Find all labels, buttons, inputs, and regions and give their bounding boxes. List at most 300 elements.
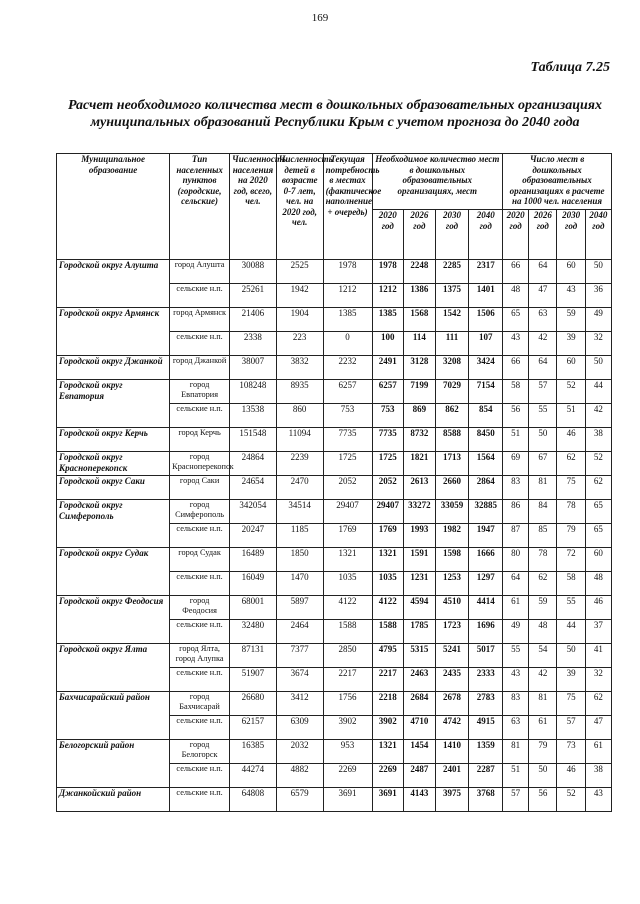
children-2020: 2032	[276, 740, 323, 764]
needed-places-value: 7154	[469, 380, 503, 404]
needed-places-value: 1821	[404, 452, 436, 476]
places-per-1000-value: 79	[529, 740, 557, 764]
document-title: Расчет необходимого количества мест в дошкольных образовательных организациях муниципальных образований Республики Крым с учетом прогноза до 2040 года	[67, 98, 602, 130]
population-2020: 342054	[230, 500, 277, 524]
header-needed-places: Необходимое количество мест в дошкольных образовательных организациях, мест	[372, 154, 503, 210]
places-per-1000-value: 60	[557, 356, 585, 380]
current-need: 29407	[323, 500, 372, 524]
places-per-1000-value: 41	[585, 644, 611, 668]
places-per-1000-value: 63	[503, 716, 529, 740]
needed-places-value: 7199	[404, 380, 436, 404]
needed-places-value: 1297	[469, 572, 503, 596]
places-per-1000-value: 52	[557, 788, 585, 812]
places-per-1000-value: 81	[529, 476, 557, 500]
population-2020: 16489	[230, 548, 277, 572]
population-2020: 25261	[230, 284, 277, 308]
settlement-type: город Керчь	[170, 428, 230, 452]
table-row	[57, 476, 612, 500]
needed-places-value: 2401	[435, 764, 469, 788]
settlement-type: сельские н.п.	[170, 572, 230, 596]
settlement-type: город Ялта, город Алупка	[170, 644, 230, 668]
header-year: 2040 год	[585, 210, 611, 260]
children-2020: 860	[276, 404, 323, 428]
places-per-1000-value: 58	[503, 380, 529, 404]
needed-places-value: 4414	[469, 596, 503, 620]
places-per-1000-value: 46	[557, 764, 585, 788]
header-municipality: Муниципальное образование	[57, 154, 170, 260]
population-2020: 44274	[230, 764, 277, 788]
needed-places-value: 753	[372, 404, 404, 428]
needed-places-value: 4594	[404, 596, 436, 620]
needed-places-value: 3691	[372, 788, 404, 812]
places-per-1000-value: 46	[585, 596, 611, 620]
table-label: Таблица 7.25	[530, 60, 610, 75]
places-per-1000-value: 51	[503, 428, 529, 452]
places-per-1000-value: 64	[503, 572, 529, 596]
places-per-1000-value: 84	[529, 500, 557, 524]
needed-places-value: 862	[435, 404, 469, 428]
needed-places-value: 33272	[404, 500, 436, 524]
needed-places-value: 8732	[404, 428, 436, 452]
places-per-1000-value: 56	[529, 788, 557, 812]
children-2020: 6579	[276, 788, 323, 812]
places-per-1000-value: 57	[503, 788, 529, 812]
needed-places-value: 2864	[469, 476, 503, 500]
needed-places-value: 854	[469, 404, 503, 428]
places-per-1000-value: 81	[529, 692, 557, 716]
table-row	[57, 308, 612, 332]
needed-places-value: 1253	[435, 572, 469, 596]
children-2020: 2464	[276, 620, 323, 644]
needed-places-value: 3208	[435, 356, 469, 380]
needed-places-value: 1321	[372, 548, 404, 572]
table-row	[57, 692, 612, 716]
children-2020: 3832	[276, 356, 323, 380]
current-need: 953	[323, 740, 372, 764]
settlement-type: сельские н.п.	[170, 524, 230, 548]
places-per-1000-value: 62	[585, 476, 611, 500]
current-need: 1035	[323, 572, 372, 596]
settlement-type: сельские н.п.	[170, 764, 230, 788]
current-need: 2232	[323, 356, 372, 380]
places-per-1000-value: 37	[585, 620, 611, 644]
places-per-1000-value: 52	[585, 452, 611, 476]
needed-places-value: 29407	[372, 500, 404, 524]
needed-places-value: 1696	[469, 620, 503, 644]
places-per-1000-value: 59	[529, 596, 557, 620]
places-per-1000-value: 61	[503, 596, 529, 620]
places-per-1000-value: 42	[529, 332, 557, 356]
places-per-1000-value: 43	[557, 284, 585, 308]
needed-places-value: 107	[469, 332, 503, 356]
settlement-type: город Бахчисарай	[170, 692, 230, 716]
population-2020: 13538	[230, 404, 277, 428]
header-year: 2040 год	[469, 210, 503, 260]
population-2020: 2338	[230, 332, 277, 356]
population-2020: 24654	[230, 476, 277, 500]
places-per-1000-value: 83	[503, 476, 529, 500]
settlement-type: город Алушта	[170, 260, 230, 284]
needed-places-value: 2783	[469, 692, 503, 716]
settlement-type: сельские н.п.	[170, 668, 230, 692]
needed-places-value: 3768	[469, 788, 503, 812]
population-2020: 68001	[230, 596, 277, 620]
places-per-1000-value: 47	[529, 284, 557, 308]
needed-places-value: 32885	[469, 500, 503, 524]
needed-places-value: 1375	[435, 284, 469, 308]
needed-places-value: 1212	[372, 284, 404, 308]
population-2020: 108248	[230, 380, 277, 404]
table-row	[57, 428, 612, 452]
needed-places-value: 3975	[435, 788, 469, 812]
places-per-1000-value: 52	[557, 380, 585, 404]
children-2020: 3412	[276, 692, 323, 716]
places-per-1000-value: 47	[585, 716, 611, 740]
places-per-1000-value: 50	[529, 428, 557, 452]
places-per-1000-value: 38	[585, 428, 611, 452]
settlement-type: сельские н.п.	[170, 788, 230, 812]
needed-places-value: 3424	[469, 356, 503, 380]
header-year: 2026 год	[404, 210, 436, 260]
places-per-1000-value: 50	[529, 764, 557, 788]
needed-places-value: 2613	[404, 476, 436, 500]
settlement-type: сельские н.п.	[170, 404, 230, 428]
table-row	[57, 452, 612, 476]
places-per-1000-value: 67	[529, 452, 557, 476]
children-2020: 3674	[276, 668, 323, 692]
places-per-1000-value: 87	[503, 524, 529, 548]
places-per-1000-value: 59	[557, 308, 585, 332]
places-per-1000-value: 48	[529, 620, 557, 644]
needed-places-value: 2317	[469, 260, 503, 284]
places-per-1000-value: 75	[557, 476, 585, 500]
population-2020: 87131	[230, 644, 277, 668]
current-need: 1321	[323, 548, 372, 572]
population-2020: 20247	[230, 524, 277, 548]
children-2020: 1185	[276, 524, 323, 548]
places-per-1000-value: 60	[557, 260, 585, 284]
needed-places-value: 1231	[404, 572, 436, 596]
children-2020: 1942	[276, 284, 323, 308]
children-2020: 2525	[276, 260, 323, 284]
page-number: 169	[311, 12, 329, 24]
needed-places-value: 114	[404, 332, 436, 356]
table-row	[57, 596, 612, 620]
settlement-type: сельские н.п.	[170, 332, 230, 356]
needed-places-value: 2287	[469, 764, 503, 788]
needed-places-value: 1598	[435, 548, 469, 572]
header-year: 2020 год	[372, 210, 404, 260]
header-current-need: Текущая потребность в местах (фактическое наполнение + очередь)	[323, 154, 372, 260]
places-per-1000-value: 50	[585, 260, 611, 284]
header-population-2020: Численность населения на 2020 год, всего, чел.	[230, 154, 277, 260]
places-per-1000-value: 72	[557, 548, 585, 572]
needed-places-value: 4122	[372, 596, 404, 620]
population-2020: 38007	[230, 356, 277, 380]
current-need: 1725	[323, 452, 372, 476]
places-per-1000-value: 69	[503, 452, 529, 476]
needed-places-value: 2248	[404, 260, 436, 284]
needed-places-value: 33059	[435, 500, 469, 524]
needed-places-value: 1769	[372, 524, 404, 548]
settlement-type: город Евпатория	[170, 380, 230, 404]
needed-places-value: 7735	[372, 428, 404, 452]
needed-places-value: 2660	[435, 476, 469, 500]
settlement-type: город Судак	[170, 548, 230, 572]
settlement-type: сельские н.п.	[170, 620, 230, 644]
places-per-1000-value: 58	[557, 572, 585, 596]
needed-places-value: 4742	[435, 716, 469, 740]
needed-places-value: 2491	[372, 356, 404, 380]
needed-places-value: 1359	[469, 740, 503, 764]
population-2020: 16049	[230, 572, 277, 596]
municipality-name: Городской округ Евпатория	[57, 380, 170, 428]
places-per-1000-value: 54	[529, 644, 557, 668]
places-per-1000-value: 50	[557, 644, 585, 668]
population-2020: 26680	[230, 692, 277, 716]
current-need: 1588	[323, 620, 372, 644]
current-need: 4122	[323, 596, 372, 620]
municipality-name: Городской округ Алушта	[57, 260, 170, 308]
needed-places-value: 3902	[372, 716, 404, 740]
places-per-1000-value: 78	[557, 500, 585, 524]
municipality-name: Городской округ Армянск	[57, 308, 170, 356]
table-row	[57, 500, 612, 524]
needed-places-value: 6257	[372, 380, 404, 404]
places-per-1000-value: 65	[503, 308, 529, 332]
settlement-type: сельские н.п.	[170, 284, 230, 308]
current-need: 3691	[323, 788, 372, 812]
needed-places-value: 1666	[469, 548, 503, 572]
municipality-name: Городской округ Джанкой	[57, 356, 170, 380]
needed-places-value: 4795	[372, 644, 404, 668]
needed-places-value: 2463	[404, 668, 436, 692]
current-need: 6257	[323, 380, 372, 404]
children-2020: 5897	[276, 596, 323, 620]
children-2020: 223	[276, 332, 323, 356]
needed-places-value: 1506	[469, 308, 503, 332]
header-children-2020: Численность детей в возрасте 0-7 лет, чел. на 2020 год, чел.	[276, 154, 323, 260]
places-per-1000-value: 60	[585, 548, 611, 572]
needed-places-value: 1947	[469, 524, 503, 548]
places-per-1000-value: 65	[585, 524, 611, 548]
table-body	[57, 260, 612, 812]
places-per-1000-value: 42	[585, 404, 611, 428]
current-need: 2269	[323, 764, 372, 788]
population-2020: 21406	[230, 308, 277, 332]
population-2020: 16385	[230, 740, 277, 764]
needed-places-value: 2218	[372, 692, 404, 716]
needed-places-value: 1454	[404, 740, 436, 764]
places-per-1000-value: 46	[557, 428, 585, 452]
settlement-type: сельские н.п.	[170, 716, 230, 740]
current-need: 2052	[323, 476, 372, 500]
table-row	[57, 788, 612, 812]
needed-places-value: 100	[372, 332, 404, 356]
current-need: 753	[323, 404, 372, 428]
children-2020: 11094	[276, 428, 323, 452]
places-per-1000-value: 43	[585, 788, 611, 812]
header-year: 2026 год	[529, 210, 557, 260]
needed-places-value: 2487	[404, 764, 436, 788]
needed-places-value: 1564	[469, 452, 503, 476]
children-2020: 34514	[276, 500, 323, 524]
needed-places-value: 1713	[435, 452, 469, 476]
places-per-1000-value: 36	[585, 284, 611, 308]
needed-places-value: 1385	[372, 308, 404, 332]
table-row	[57, 644, 612, 668]
needed-places-value: 2678	[435, 692, 469, 716]
population-2020: 151548	[230, 428, 277, 452]
current-need: 1212	[323, 284, 372, 308]
current-need: 2850	[323, 644, 372, 668]
places-per-1000-value: 43	[503, 332, 529, 356]
places-per-1000-value: 75	[557, 692, 585, 716]
places-per-1000-value: 63	[529, 308, 557, 332]
places-per-1000-value: 83	[503, 692, 529, 716]
current-need: 1756	[323, 692, 372, 716]
places-per-1000-value: 57	[557, 716, 585, 740]
needed-places-value: 2285	[435, 260, 469, 284]
needed-places-value: 3128	[404, 356, 436, 380]
settlement-type: город Белогорск	[170, 740, 230, 764]
needed-places-value: 1982	[435, 524, 469, 548]
table-row	[57, 260, 612, 284]
children-2020: 7377	[276, 644, 323, 668]
current-need: 1385	[323, 308, 372, 332]
needed-places-value: 2217	[372, 668, 404, 692]
places-per-1000-value: 51	[503, 764, 529, 788]
needed-places-value: 1321	[372, 740, 404, 764]
places-per-1000-value: 61	[529, 716, 557, 740]
header-settlement-type: Тип населенных пунктов (городские, сельские)	[170, 154, 230, 260]
places-per-1000-value: 50	[585, 356, 611, 380]
municipality-name: Городской округ Керчь	[57, 428, 170, 452]
needed-places-value: 111	[435, 332, 469, 356]
needed-places-value: 1993	[404, 524, 436, 548]
needed-places-value: 1410	[435, 740, 469, 764]
settlement-type: город Феодосия	[170, 596, 230, 620]
children-2020: 2470	[276, 476, 323, 500]
places-per-1000-value: 51	[557, 404, 585, 428]
needed-places-value: 1591	[404, 548, 436, 572]
current-need: 7735	[323, 428, 372, 452]
places-per-1000-value: 65	[585, 500, 611, 524]
children-2020: 6309	[276, 716, 323, 740]
places-per-1000-value: 64	[529, 356, 557, 380]
needed-places-value: 869	[404, 404, 436, 428]
table-row	[57, 356, 612, 380]
needed-places-value: 5017	[469, 644, 503, 668]
municipality-name: Джанкойский район	[57, 788, 170, 812]
places-per-1000-value: 42	[529, 668, 557, 692]
places-per-1000-value: 61	[585, 740, 611, 764]
population-2020: 64808	[230, 788, 277, 812]
places-per-1000-value: 66	[503, 356, 529, 380]
places-per-1000-value: 55	[503, 644, 529, 668]
children-2020: 1470	[276, 572, 323, 596]
places-per-1000-value: 62	[557, 452, 585, 476]
settlement-type: город Симферополь	[170, 500, 230, 524]
children-2020: 2239	[276, 452, 323, 476]
places-per-1000-value: 86	[503, 500, 529, 524]
needed-places-value: 1401	[469, 284, 503, 308]
needed-places-value: 5315	[404, 644, 436, 668]
needed-places-value: 4143	[404, 788, 436, 812]
children-2020: 1904	[276, 308, 323, 332]
municipality-name: Бахчисарайский район	[57, 692, 170, 740]
population-2020: 62157	[230, 716, 277, 740]
needed-places-value: 1723	[435, 620, 469, 644]
table-row	[57, 548, 612, 572]
places-per-1000-value: 57	[529, 380, 557, 404]
places-per-1000-value: 32	[585, 332, 611, 356]
places-per-1000-value: 44	[585, 380, 611, 404]
places-per-1000-value: 85	[529, 524, 557, 548]
municipality-name: Городской округ Ялта	[57, 644, 170, 692]
places-per-1000-value: 38	[585, 764, 611, 788]
places-per-1000-value: 80	[503, 548, 529, 572]
municipality-name: Городской округ Симферополь	[57, 500, 170, 548]
places-per-1000-value: 79	[557, 524, 585, 548]
places-per-1000-value: 39	[557, 332, 585, 356]
places-per-1000-value: 81	[503, 740, 529, 764]
needed-places-value: 5241	[435, 644, 469, 668]
table-row	[57, 380, 612, 404]
places-per-1000-value: 56	[503, 404, 529, 428]
places-per-1000-value: 73	[557, 740, 585, 764]
municipality-name: Городской округ Судак	[57, 548, 170, 596]
header-year: 2030 год	[557, 210, 585, 260]
needed-places-value: 1978	[372, 260, 404, 284]
needed-places-value: 1568	[404, 308, 436, 332]
needed-places-value: 8450	[469, 428, 503, 452]
needed-places-value: 1785	[404, 620, 436, 644]
children-2020: 8935	[276, 380, 323, 404]
needed-places-value: 4510	[435, 596, 469, 620]
current-need: 1769	[323, 524, 372, 548]
needed-places-value: 1035	[372, 572, 404, 596]
settlement-type: город Армянск	[170, 308, 230, 332]
current-need: 2217	[323, 668, 372, 692]
needed-places-value: 2269	[372, 764, 404, 788]
needed-places-value: 4915	[469, 716, 503, 740]
places-per-1000-value: 55	[557, 596, 585, 620]
places-per-1000-value: 49	[503, 620, 529, 644]
settlement-type: город Джанкой	[170, 356, 230, 380]
needed-places-value: 8588	[435, 428, 469, 452]
needed-places-value: 2052	[372, 476, 404, 500]
places-per-1000-value: 62	[529, 572, 557, 596]
population-2020: 32480	[230, 620, 277, 644]
municipality-name: Городской округ Красноперекопск	[57, 452, 170, 476]
places-per-1000-value: 39	[557, 668, 585, 692]
needed-places-value: 4710	[404, 716, 436, 740]
population-2020: 24864	[230, 452, 277, 476]
places-per-1000-value: 55	[529, 404, 557, 428]
population-2020: 30088	[230, 260, 277, 284]
needed-places-value: 1386	[404, 284, 436, 308]
population-2020: 51907	[230, 668, 277, 692]
places-per-1000-value: 66	[503, 260, 529, 284]
needed-places-value: 2435	[435, 668, 469, 692]
header-year: 2030 год	[435, 210, 469, 260]
needed-places-value: 2684	[404, 692, 436, 716]
places-per-1000-value: 48	[503, 284, 529, 308]
needed-places-value: 1725	[372, 452, 404, 476]
places-per-1000-value: 48	[585, 572, 611, 596]
needed-places-value: 1542	[435, 308, 469, 332]
